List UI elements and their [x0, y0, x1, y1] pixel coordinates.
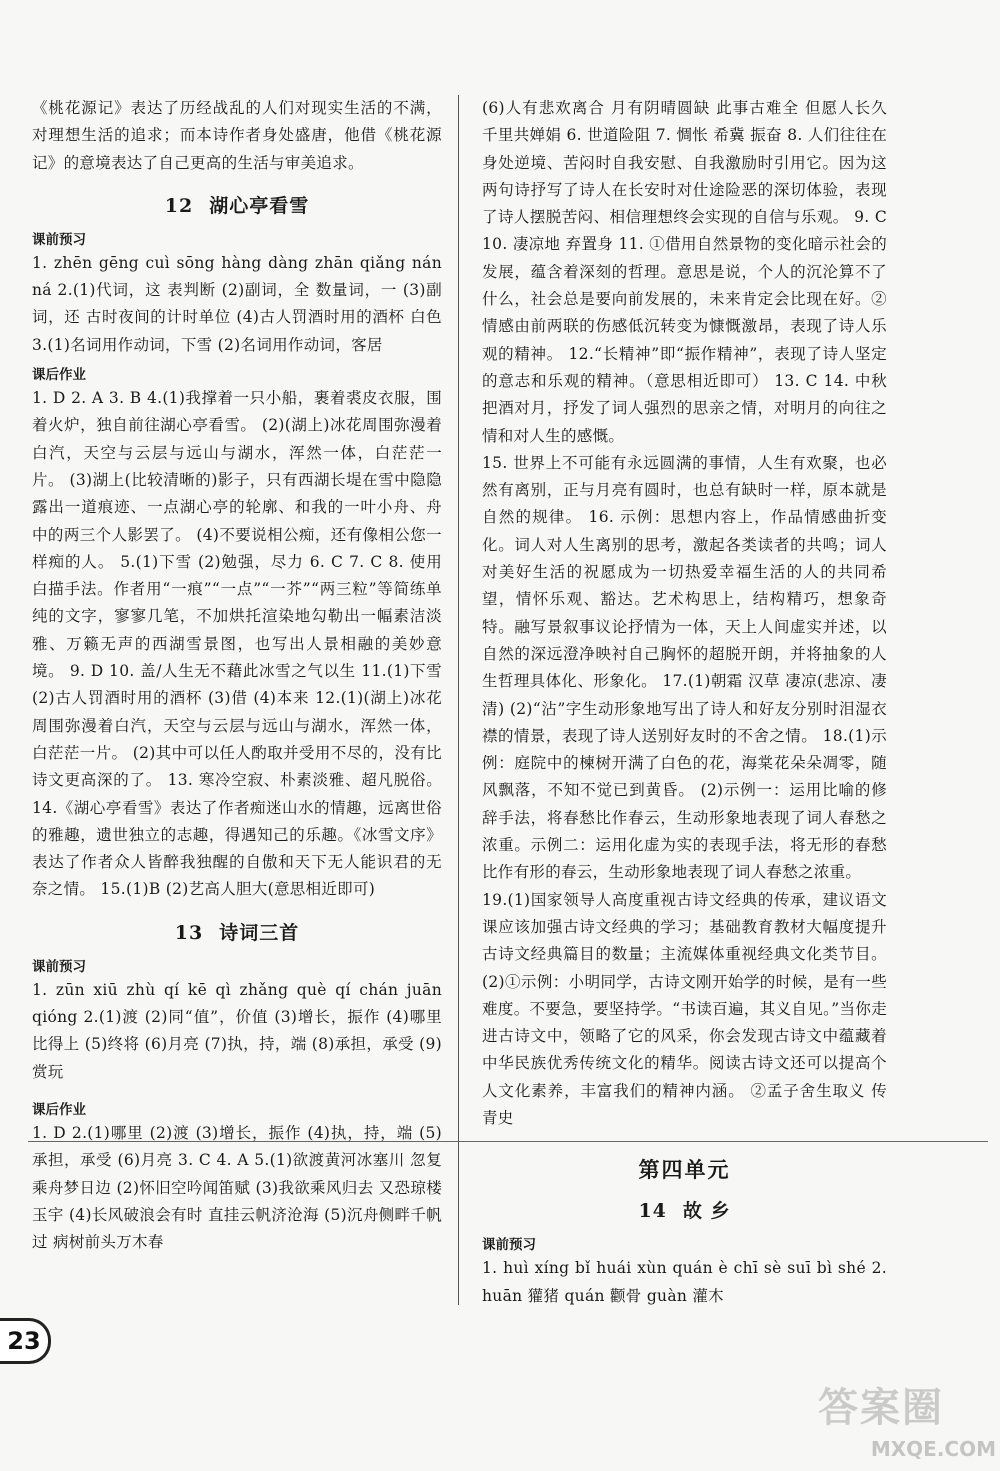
- pre-study-label: 课前预习: [32, 231, 86, 248]
- answer-15-18: 15. 世界上不可能有永远圆满的事情，人生有欢聚，也必然有离别，正与月亮有圆时，也总有缺时一样，原本就是自然的规律。 16. 示例：思想内容上，作品情感曲折变化。词人对人生离别的思考，激起各类读者的共鸣；词人对美好生活的祝愿成为一切热爱幸福生活的人的共同希望，情怀乐观、豁达。艺术构思上，结构精巧，想象奇特。融写景叙事议论抒情为一体，天上人间虚实并述，以自然的深远澄净映衬自己胸怀的超脱开朗，并将抽象的人生哲理具体化、形象化。 17.(1)朝霜 汉草 凄凉(悲凉、凄清) (2)“沾”字生动形象地写出了诗人和好友分别时泪湿衣襟的情景，表现了诗人送别好友时的不舍之情。 18.(1)示例：庭院中的楝树开满了白色的花，海棠花朵朵凋零，随风飘落，不知不觉已到黄昏。 (2)示例一：运用比喻的修辞手法，将春愁比作春云，生动形象地表现了词人春愁之浓重。示例二：运用化虚为实的表现手法，将无形的春愁比作有形的春云，生动形象地表现了词人春愁之浓重。: [482, 453, 887, 882]
- s13-pre-study-text: 1. zūn xiū zhù qí kē qì zhǎng què qí chán juān qióng 2.(1)渡 (2)同“值”，价值 (3)增长，振作 (4)哪里比得上 (5)终将 (6)月亮 (7)执，持，端 (8)承担，承受 (9)赏玩: [32, 980, 442, 1081]
- section-number: 13: [174, 921, 204, 944]
- section-14-title: [482, 1196, 887, 1223]
- left-column: [32, 95, 442, 1256]
- s13-homework-continued: (6)人有悲欢离合 月有阴晴圆缺 此事古难全 但愿人长久 千里共婵娟 6. 世道险阻 7. 惆怅 希冀 振奋 8. 人们往往在身处逆境、苦闷时自我安慰、自我激励时引用它。因为这两句诗抒写了诗人在长安时对仕途险恶的深切体验，表现了诗人摆脱苦闷、相信理想终会实现的自信与乐观。 9. C 10. 凄凉地 弃置身 11. ①借用自然景物的变化暗示社会的发展，蕴含着深刻的哲理。意思是说，个人的沉沦算不了什么，社会总是要向前发展的，未来肯定会比现在好。②情感由前两联的伤感低沉转变为慷慨激昂，表现了诗人乐观的精神。 12.“长精神”即“振作精神”，表现了诗人坚定的意志和乐观的精神。（意思相近即可） 13. C 14. 中秋把酒对月，抒发了词人强烈的思亲之情，对明月的向往之情和对人生的感慨。: [482, 99, 887, 445]
- answer-19: 19.(1)国家领导人高度重视古诗文经典的传承，建议语文课应该加强古诗文经典的学习；基础教育教材大幅度提升古诗文经典篇目的数量；主流媒体重视经典文化类节目。 (2)①示例：小明同学，古诗文刚开始学的时候，是有一些难度。不要急，要坚持学。“书读百遍，其义自见。”当你走进古诗文中，领略了它的风采，你会发现古诗文中蕴藏着中华民族优秀传统文化的精华。阅读古诗文还可以提高个人文化素养，丰富我们的精神内涵。 ②孟子舍生取义 传青史: [482, 890, 887, 1127]
- s14-pre-study-text: 1. huì xíng bǐ huái xùn quán è chī sè suī bì shé 2. huān 獾猪 quán 颧骨 guàn 灌木: [482, 1259, 887, 1305]
- right-column: [482, 95, 887, 1310]
- unit-title: 第四单元: [638, 1157, 731, 1183]
- s12-homework-text: 1. D 2. A 3. B 4.(1)我撑着一只小船，裹着裘皮衣服，围着火炉，独自前往湖心亭看雪。 (2)(湖上)冰花周围弥漫着白汽，天空与云层与远山与湖水，浑然一体，白茫茫一片。 (3)湖上(比较清晰的)影子，只有西湖长堤在雪中隐隐露出一道痕迹、一点湖心亭的轮廓、和我的一叶小舟、舟中的两三个人影罢了。 (4)不要说相公痴，还有像相公您一样痴的人。 5.(1)下雪 (2)勉强，尽力 6. C 7. C 8. 使用白描手法。作者用“一痕”“一点”“一芥”“两三粒”等简练单纯的文字，寥寥几笔，不加烘托渲染地勾勒出一幅素洁淡雅、万籁无声的西湖雪景图，也写出人景相融的美妙意境。 9. D 10. 盖/人生无不藉此冰雪之气以生 11.(1)下雪 (2)古人罚酒时用的酒杯 (3)借 (4)本来 12.(1)(湖上)冰花周围弥漫着白汽，天空与云层与远山与湖水，浑然一体，白茫茫一片。 (2)其中可以任人酌取并受用不尽的，没有比诗文更高深的了。 13. 寒冷空寂、朴素淡雅、超凡脱俗。 14.《湖心亭看雪》表达了作者痴迷山水的情趣，远离世俗的雅趣，遗世独立的志趣，得遇知己的乐趣。《冰雪文序》表达了作者众人皆醉我独醒的自傲和天下无人能识君的无奈之情。 15.(1)B (2)艺高人胆大(意思相近即可): [32, 389, 442, 899]
- watermark-url: MXQE.COM: [870, 1437, 996, 1461]
- s13-homework-text: 1. D 2.(1)哪里 (2)渡 (3)增长，振作 (4)执，持，端 (5)承担，承受 (6)月亮 3. C 4. A 5.(1)欲渡黄河冰塞川 忽复乘舟梦日边 (2)怀旧空吟闻笛赋 (3)我欲乘风归去 又恐琼楼玉宇 (4)长风破浪会有时 直挂云帆济沧海 (5)沉舟侧畔千帆过 病树前头万木春: [32, 1123, 442, 1252]
- intro-paragraph: 《桃花源记》表达了历经战乱的人们对现实生活的不满，对理想生活的追求；而本诗作者身处盛唐，他借《桃花源记》的意境表达了自己更高的生活与审美追求。: [32, 99, 442, 172]
- pre-study-label: 课前预习: [482, 1237, 536, 1254]
- section-name: 湖心亭看雪: [209, 194, 310, 217]
- column-divider: [458, 95, 459, 1305]
- watermark-text: 答案圈: [818, 1385, 944, 1431]
- pre-study-label: 课前预习: [32, 958, 86, 975]
- section-name: 故 乡: [682, 1200, 731, 1223]
- homework-label: 课后作业: [32, 1101, 86, 1118]
- section-number: 14: [638, 1200, 667, 1223]
- section-13-title: [32, 918, 442, 945]
- watermark-logo: [818, 1376, 996, 1464]
- section-12-title: [32, 191, 442, 218]
- s12-pre-study-text: 1. zhēn gēng cuì sōng hàng dàng zhān qiǎng nán ná 2.(1)代词，这 表判断 (2)副词，全 数量词，一 (3)副词，还 古时夜间的计时单位 (4)古人罚酒时用的酒杯 白色 3.(1)名词用作动词，下雪 (2)名词用作动词，客居: [32, 253, 442, 354]
- page-number: 23: [0, 1318, 51, 1364]
- section-name: 诗词三首: [219, 921, 300, 944]
- section-number: 12: [164, 194, 194, 217]
- homework-label: 课后作业: [32, 367, 86, 384]
